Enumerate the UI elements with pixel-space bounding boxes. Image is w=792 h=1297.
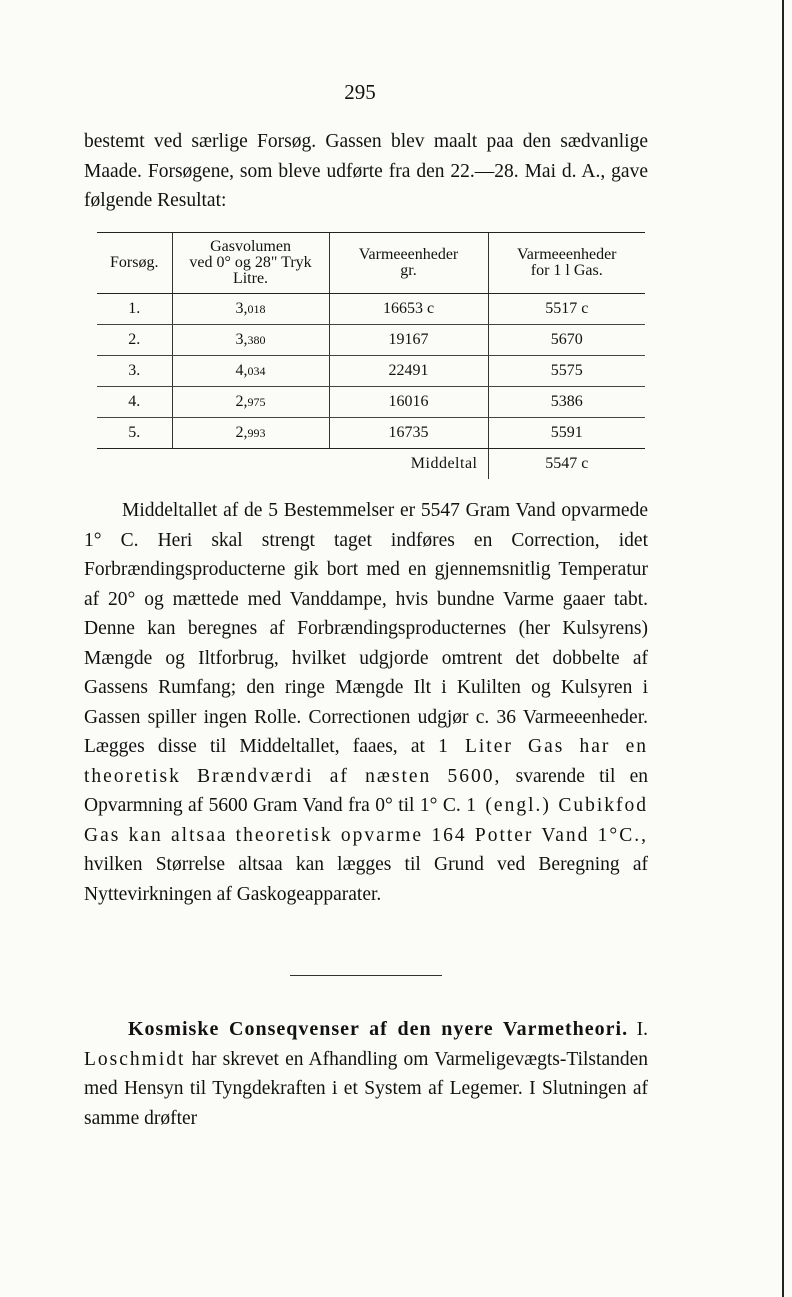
cell-varme-gr: 19167 [329,325,488,356]
main-text-3: hvilken Størrelse altsaa kan lægges til Grund ved Beregning af Nyttevirkningen af Gaskogeapparater. [84,854,648,905]
header-varme-gr-line1: Varmeeenheder [358,246,459,263]
cell-varme-per-litre: 5670 [488,325,645,356]
header-forsog: Forsøg. [97,233,172,294]
cell-varme-per-litre: 5386 [488,387,645,418]
main-paragraph [84,496,648,909]
volume-decimal: 993 [247,426,266,440]
intro-paragraph: bestemt ved særlige Forsøg. Gassen blev maalt paa den sædvanlige Maade. Forsøgene, som bleve udførte fra den 22.—28. Mai d. A., gave følgende Resultat: [84,131,648,211]
volume-decimal: 975 [247,395,266,409]
cell-varme-gr: 16735 [329,418,488,449]
page-edge [782,0,784,1297]
cell-volume [172,356,329,387]
header-gasvolumen-line1: Gasvolumen [210,238,291,255]
header-varme-l-line2: for 1 l Gas. [530,262,603,279]
table-row [97,418,645,449]
volume-integer: 2, [235,393,248,410]
volume-integer: 4, [235,362,248,379]
volume-integer: 2, [235,424,248,441]
main-spaced-1: 1 Liter Gas har en theoretisk Brændværdi af næsten 5600, [84,736,648,787]
main-text-2: svarende til en Opvarmning af 5600 Gram Vand fra 0° til 1° C. [84,765,648,816]
header-varme-l-line1: Varmeeenheder [517,246,617,263]
cell-forsog: 2. [97,325,172,356]
volume-decimal: 034 [247,364,266,378]
cell-forsog: 4. [97,387,172,418]
mean-label: Middeltal [410,455,478,472]
header-varme-gr [329,233,488,294]
section-divider [290,975,442,976]
mean-value: 5547 c [488,449,645,480]
cell-volume [172,294,329,325]
results-table [97,232,645,479]
mean-blank-cell [97,449,172,480]
header-varme-l [488,233,645,294]
mean-blank-cell [172,449,329,480]
volume-integer: 3, [235,300,248,317]
volume-decimal: 018 [247,302,266,316]
header-gasvolumen-line2: ved 0° og 28" Tryk [189,254,312,271]
table-row [97,387,645,418]
table-row [97,294,645,325]
section-paragraph [84,1015,648,1133]
volume-decimal: 380 [247,333,266,347]
cell-forsog: 3. [97,356,172,387]
cell-forsog: 5. [97,418,172,449]
cell-varme-gr: 22491 [329,356,488,387]
table-header-row [97,233,645,294]
table-row [97,356,645,387]
section-heading: Kosmiske Conseqvenser af den nyere Varmetheori. [128,1018,629,1040]
cell-forsog: 1. [97,294,172,325]
page-number: 295 [344,80,376,104]
main-text-1: Middeltallet af de 5 Bestemmelser er 5547 Gram Vand opvarmede 1° C. Heri skal strengt taget indføres en Correction, idet Forbrændingsproducterne gik bort med en gjennemsnitlig Temperatur af 20° og mættede med Vanddampe, hvis bundne Varme gaaer tabt. Denne kan beregnes af Forbrændingsproducternes (her Kulsyrens) Mængde og Iltforbrug, hvilket udgjorde omtrent det dobbelte af Gassens Rumfang; den ringe Mængde Ilt i Kulilten og Kulsyren i Gassen spiller ingen Rolle. Correctionen udgjør c. 36 Varmeeenheder. Lægges disse til Middeltallet, faaes, at [84,500,648,757]
header-gasvolumen-line3: Litre. [232,270,269,287]
mean-row [97,449,645,480]
cell-volume [172,418,329,449]
cell-volume [172,387,329,418]
author-name: Loschmidt [84,1048,186,1070]
table-row [97,325,645,356]
volume-integer: 3, [235,331,248,348]
section-text: har skrevet en Afhandling om Varmeligevægts-Tilstanden med Hensyn til Tyngdekraften i et System af Legemer. I Slutningen af samme drøfter [84,1048,648,1129]
cell-varme-gr: 16016 [329,387,488,418]
cell-volume [172,325,329,356]
cell-varme-gr: 16653 c [329,294,488,325]
author-initial: I. [636,1019,649,1040]
header-gasvolumen [172,233,329,294]
main-spaced-2: 1 (engl.) Cubikfod Gas kan altsaa theoretisk opvarme 164 Potter Vand 1°C., [84,795,648,846]
cell-varme-per-litre: 5575 [488,356,645,387]
cell-varme-per-litre: 5591 [488,418,645,449]
header-varme-gr-line2: gr. [400,262,417,279]
cell-varme-per-litre: 5517 c [488,294,645,325]
